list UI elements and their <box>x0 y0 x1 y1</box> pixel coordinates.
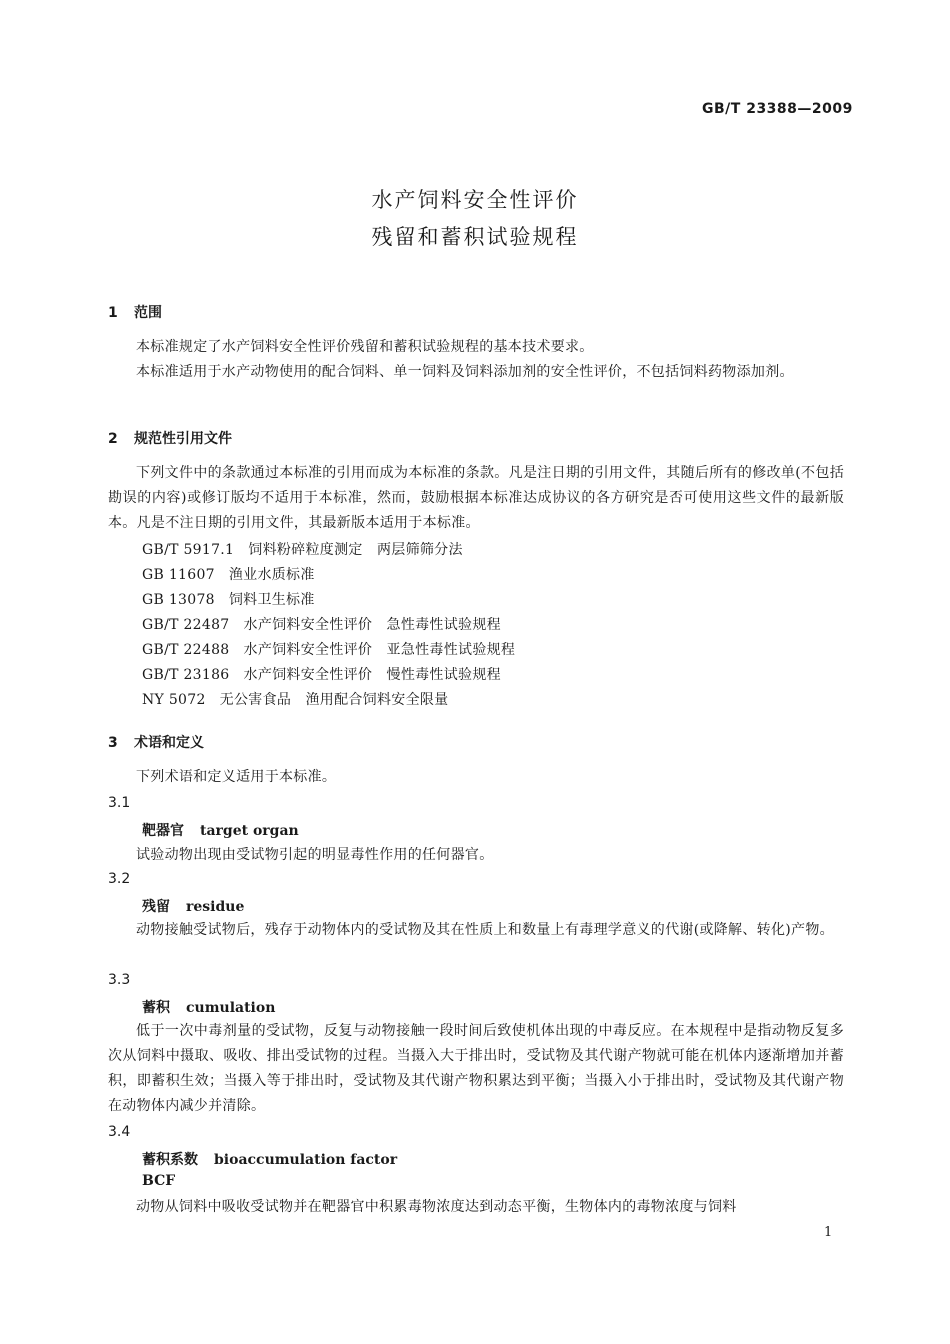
section-number: 3 <box>108 735 118 751</box>
reference-item <box>142 639 515 659</box>
term-english: residue <box>186 899 245 915</box>
paragraph: 本标准适用于水产动物使用的配合饲料、单一饲料及饲料添加剂的安全性评价，不包括饲料药物添加剂。 <box>136 364 794 380</box>
term-definition: 低于一次中毒剂量的受试物，反复与动物接触一段时间后致使机体出现的中毒反应。在本规程中是指动物反复多次从饲料中摄取、吸收、排出受试物的过程。当摄入大于排出时，受试物及其代谢产物就可能在机体内逐渐增加并蓄积，即蓄积生效；当摄入等于排出时，受试物及其代谢产物积累达到平衡；当摄入小于排出时，受试物及其代谢产物在动物体内减少并清除。 <box>108 1023 844 1114</box>
term-entry <box>142 896 244 916</box>
term-chinese: 靶器官 <box>142 823 184 839</box>
reference-item <box>142 664 501 684</box>
term-entry <box>142 997 275 1017</box>
reference-code: GB/T 23186 <box>142 667 230 683</box>
reference-code: NY 5072 <box>142 692 206 708</box>
reference-item <box>142 564 315 584</box>
reference-item <box>142 614 501 634</box>
reference-code: GB/T 5917.1 <box>142 542 235 558</box>
reference-title: 水产饲料安全性评价 急性毒性试验规程 <box>243 617 501 633</box>
page-number: 1 <box>824 1225 833 1240</box>
term-english: cumulation <box>186 1000 276 1016</box>
document-title-line2: 残留和蓄积试验规程 <box>371 225 579 249</box>
paragraph: 本标准规定了水产饲料安全性评价残留和蓄积试验规程的基本技术要求。 <box>136 339 594 355</box>
section-number: 1 <box>108 305 118 321</box>
reference-item <box>142 539 463 559</box>
reference-code: GB/T 22488 <box>142 642 230 658</box>
paragraph: 下列文件中的条款通过本标准的引用而成为本标准的条款。凡是注日期的引用文件，其随后所有的修改单(不包括勘误的内容)或修订版均不适用于本标准，然而，鼓励根据本标准达成协议的各方研究是否可使用这些文件的最新版本。凡是不注日期的引用文件，其最新版本适用于本标准。 <box>108 465 844 531</box>
section-title: 范围 <box>134 305 162 321</box>
term-english: bioaccumulation factor <box>214 1152 398 1168</box>
section-title: 术语和定义 <box>134 735 204 751</box>
reference-item <box>142 689 448 709</box>
reference-code: GB 11607 <box>142 567 215 583</box>
reference-title: 渔业水质标准 <box>228 567 315 583</box>
clause-number: 3.1 <box>108 795 131 811</box>
reference-title: 饲料卫生标准 <box>228 592 315 608</box>
reference-item <box>142 589 315 609</box>
term-chinese: 蓄积 <box>142 1000 170 1016</box>
term-definition: 动物从饲料中吸收受试物并在靶器官中积累毒物浓度达到动态平衡，生物体内的毒物浓度与饲料 <box>136 1199 737 1215</box>
reference-title: 水产饲料安全性评价 亚急性毒性试验规程 <box>243 642 516 658</box>
term-chinese: 残留 <box>142 899 170 915</box>
section-title: 规范性引用文件 <box>134 431 232 447</box>
section-heading-scope <box>108 302 162 322</box>
section-heading-terms-and-definitions <box>108 732 204 752</box>
clause-number: 3.4 <box>108 1124 131 1140</box>
reference-code: GB/T 22487 <box>142 617 230 633</box>
standard-code: GB/T 23388—2009 <box>702 101 853 117</box>
section-heading-normative-references <box>108 428 232 448</box>
term-entry <box>142 1149 397 1169</box>
document-title-line1: 水产饲料安全性评价 <box>371 188 579 212</box>
clause-number: 3.2 <box>108 871 131 887</box>
reference-code: GB 13078 <box>142 592 215 608</box>
term-definition: 动物接触受试物后，残存于动物体内的受试物及其在性质上和数量上有毒理学意义的代谢(或降解、转化)产物。 <box>136 922 834 938</box>
paragraph: 下列术语和定义适用于本标准。 <box>136 769 337 785</box>
section-number: 2 <box>108 431 118 447</box>
term-english: target organ <box>200 823 299 839</box>
term-entry <box>142 820 299 840</box>
reference-title: 饲料粉碎粒度测定 两层筛筛分法 <box>248 542 463 558</box>
clause-number: 3.3 <box>108 972 131 988</box>
term-abbreviation: BCF <box>142 1173 176 1189</box>
term-definition: 试验动物出现由受试物引起的明显毒性作用的任何器官。 <box>136 847 494 863</box>
reference-title: 无公害食品 渔用配合饲料安全限量 <box>219 692 449 708</box>
reference-title: 水产饲料安全性评价 慢性毒性试验规程 <box>243 667 501 683</box>
term-chinese: 蓄积系数 <box>142 1152 198 1168</box>
